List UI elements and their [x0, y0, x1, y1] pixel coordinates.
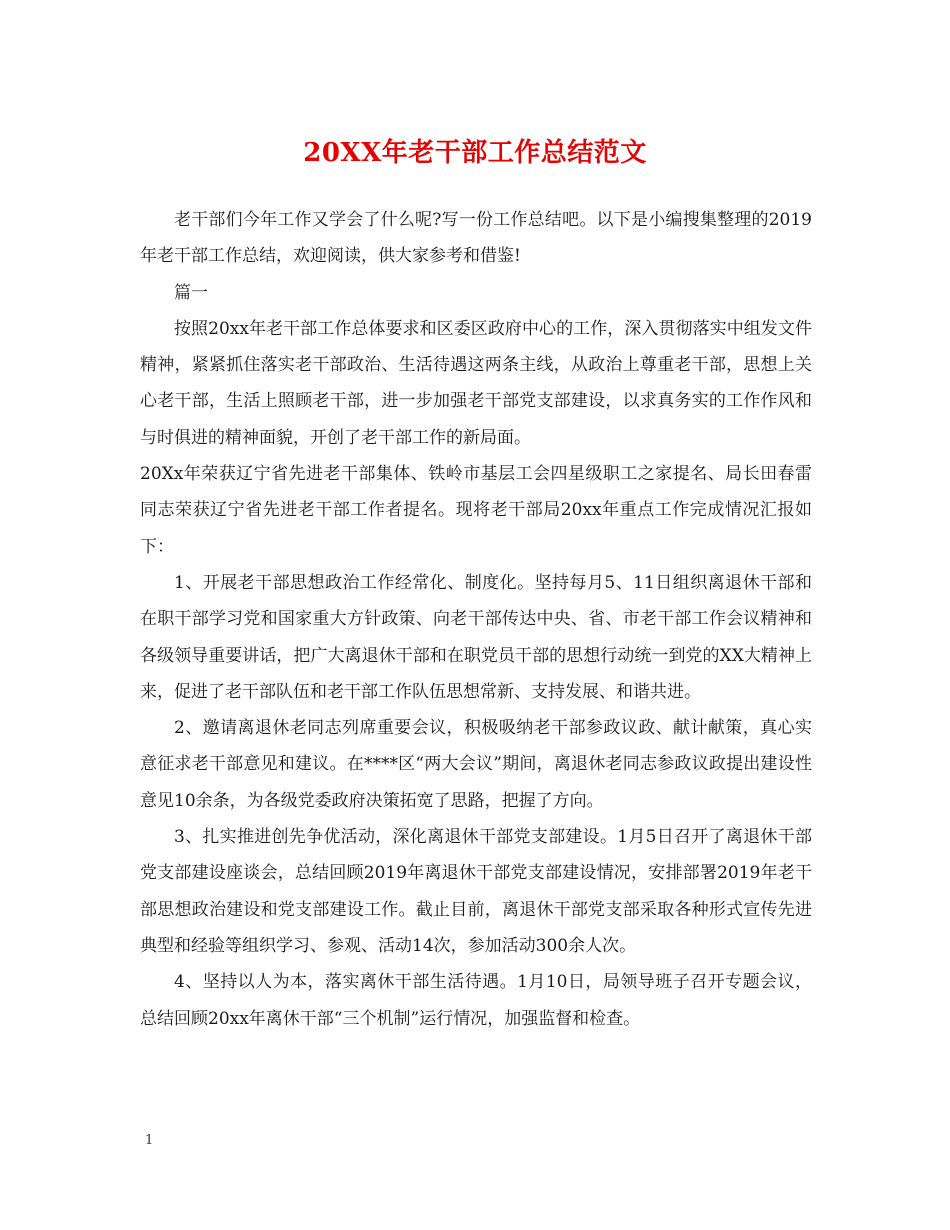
paragraph-item-3: 3、扎实推进创先争优活动，深化离退休干部党支部建设。1月5日召开了离退休干部党支部建设座谈会，总结回顾2019年离退休干部党支部建设情况，安排部署2019年老干部思想政治建设和党支部建设工作。截止目前，离退休干部党支部采取各种形式宣传先进典型和经验等组织学习、参观、活动14次，参加活动300余人次。	[140, 827, 812, 956]
document-body	[140, 202, 812, 1037]
page-number: 1	[145, 1133, 154, 1148]
paragraph-item-4: 4、坚持以人为本，落实离休干部生活待遇。1月10日，局领导班子召开专题会议，总结回顾20xx年离休干部“三个机制”运行情况，加强监督和检查。	[140, 972, 812, 1029]
paragraph: 按照20xx年老干部工作总体要求和区委区政府中心的工作，深入贯彻落实中组发文件精神，紧紧抓住落实老干部政治、生活待遇这两条主线，从政治上尊重老干部，思想上关心老干部，生活上照顾老干部，进一步加强老干部党支部建设，以求真务实的工作作风和与时俱进的精神面貌，开创了老干部工作的新局面。	[140, 318, 812, 448]
paragraph-intro: 老干部们今年工作又学会了什么呢?写一份工作总结吧。以下是小编搜集整理的2019年老干部工作总结，欢迎阅读，供大家参考和借鉴!	[140, 210, 812, 267]
paragraph-section-heading: 篇一	[174, 282, 208, 303]
paragraph: 20Xx年荣获辽宁省先进老干部集体、铁岭市基层工会四星级职工之家提名、局长田春雷同志荣获辽宁省先进老干部工作者提名。现将老干部局20xx年重点工作完成情况汇报如下：	[140, 464, 812, 557]
paragraph-item-2: 2、邀请离退休老同志列席重要会议，积极吸纳老干部参政议政、献计献策，真心实意征求老干部意见和建议。在****区“两大会议”期间，离退休老同志参政议政提出建设性意见10余条，为各级党委政府决策拓宽了思路，把握了方向。	[140, 718, 812, 811]
paragraph-item-1: 1、开展老干部思想政治工作经常化、制度化。坚持每月5、11日组织离退休干部和在职干部学习党和国家重大方针政策、向老干部传达中央、省、市老干部工作会议精神和各级领导重要讲话，把广大离退休干部和在职党员干部的思想行动统一到党的XX大精神上来，促进了老干部队伍和老干部工作队伍思想常新、支持发展、和谐共进。	[140, 572, 812, 702]
document-title: 20XX年老干部工作总结范文	[303, 138, 647, 168]
